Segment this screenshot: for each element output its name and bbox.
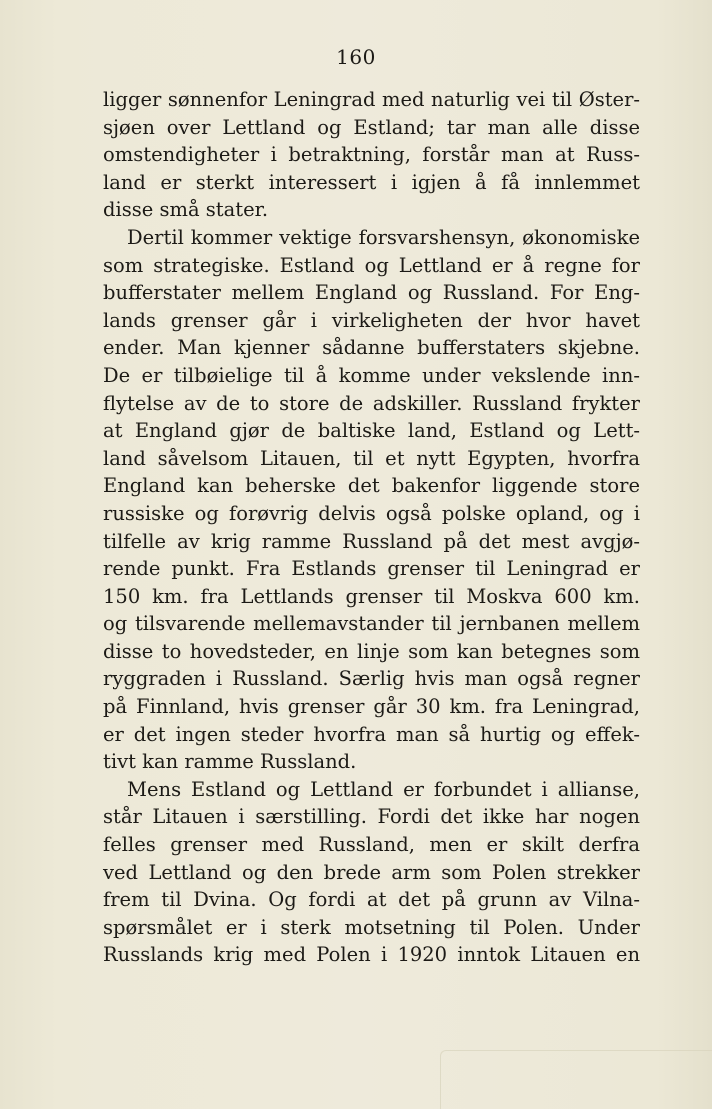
text-line: som strategiske. Estland og Lettland er å regne for	[103, 253, 640, 277]
text-line: ender. Man kjenner sådanne bufferstaters skjebne.	[103, 336, 640, 360]
page-edge-shadow	[440, 1050, 712, 1109]
text-line: omstendigheter i betraktning, forstår man at Russ-	[103, 143, 640, 167]
text-line: flytelse av de to store de adskiller. Russland frykter	[103, 391, 640, 415]
text-line: på Finnland, hvis grenser går 30 km. fra Leningrad,	[103, 695, 640, 719]
text-line: ved Lettland og den brede arm som Polen strekker	[103, 860, 640, 884]
page-number: 160	[336, 45, 376, 69]
text-line: England kan beherske det bakenfor liggende store	[103, 474, 640, 498]
text-line: rende punkt. Fra Estlands grenser til Leningrad er	[103, 557, 640, 581]
text-line: Russlands krig med Polen i 1920 inntok Litauen en	[103, 943, 640, 967]
text-line: tivt kan ramme Russland.	[103, 750, 357, 774]
text-line: De er tilbøielige til å komme under vekslende inn-	[103, 363, 640, 387]
paragraph-start-line: Mens Estland og Lettland er forbundet i allianse,	[127, 777, 640, 801]
text-line: ligger sønnenfor Leningrad med naturlig vei til Øster-	[103, 88, 640, 111]
text-line: felles grenser med Russland, men er skilt derfra	[103, 833, 640, 857]
text-line: disse to hovedsteder, en linje som kan betegnes som	[103, 639, 640, 663]
body-text	[103, 86, 640, 969]
text-line: ryggraden i Russland. Særlig hvis man også regner	[103, 667, 640, 691]
text-line: sjøen over Lettland og Estland; tar man alle disse	[103, 115, 640, 139]
text-line: russiske og forøvrig delvis også polske opland, og i	[103, 501, 640, 525]
text-line: lands grenser går i virkeligheten der hvor havet	[103, 308, 640, 332]
text-line: frem til Dvina. Og fordi at det på grunn av Vilna-	[103, 888, 640, 912]
text-line: er det ingen steder hvorfra man så hurtig og effek-	[103, 722, 640, 746]
text-line: at England gjør de baltiske land, Estland og Lett-	[103, 419, 640, 443]
text-line: står Litauen i særstilling. Fordi det ikke har nogen	[103, 805, 640, 829]
text-line: og tilsvarende mellemavstander til jernbanen mellem	[103, 612, 640, 636]
text-line: disse små stater.	[103, 198, 269, 222]
text-line: tilfelle av krig ramme Russland på det mest avgjø-	[103, 529, 640, 553]
text-line: spørsmålet er i sterk motsetning til Polen. Under	[103, 915, 640, 939]
text-line: land såvelsom Litauen, til et nytt Egypten, hvorfra	[103, 446, 640, 470]
paragraph-start-line: Dertil kommer vektige forsvarshensyn, økonomiske	[127, 225, 640, 249]
text-line: bufferstater mellem England og Russland. For Eng-	[103, 281, 640, 305]
text-line: 150 km. fra Lettlands grenser til Moskva 600 km.	[103, 584, 640, 608]
text-line: land er sterkt interessert i igjen å få innlemmet	[103, 170, 640, 194]
